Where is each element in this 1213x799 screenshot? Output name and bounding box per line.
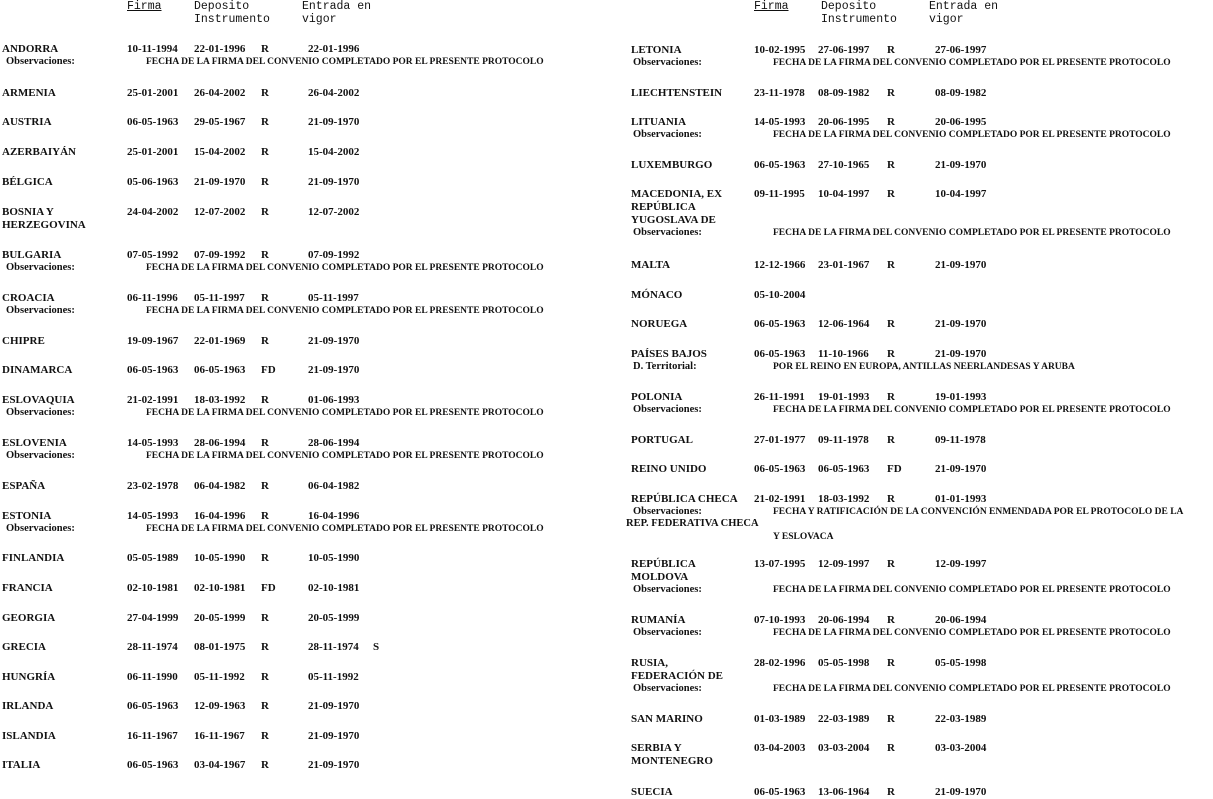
observaciones-note: FECHA DE LA FIRMA DEL CONVENIO COMPLETADO POR EL PRESENTE PROTOCOLO [773, 405, 1171, 415]
firma-date: 10-02-1995 [754, 44, 806, 56]
firma-date: 28-02-1996 [754, 657, 806, 669]
deposito-date: 18-03-1992 [818, 493, 870, 505]
header-deposito-right: Deposito Instrumento [821, 0, 897, 26]
firma-date: 21-02-1991 [754, 493, 806, 505]
observaciones-note: FECHA DE LA FIRMA DEL CONVENIO COMPLETADO POR EL PRESENTE PROTOCOLO [146, 451, 544, 461]
instrument-type: R [261, 335, 269, 347]
country-name: ESLOVENIA [2, 437, 67, 449]
deposito-date: 22-01-1996 [194, 43, 246, 55]
instrument-type: R [261, 730, 269, 742]
observaciones-label: Observaciones: [633, 57, 702, 68]
deposito-date: 16-11-1967 [194, 730, 245, 742]
country-name: RUMANÍA [631, 614, 686, 626]
observaciones-label: Observaciones: [6, 56, 75, 67]
firma-date: 23-11-1978 [754, 87, 805, 99]
firma-date: 21-02-1991 [127, 394, 179, 406]
deposito-date: 12-06-1964 [818, 318, 870, 330]
instrument-type: R [887, 786, 895, 798]
deposito-date: 03-03-2004 [818, 742, 870, 754]
observaciones-label: Observaciones: [633, 584, 702, 595]
firma-date: 06-05-1963 [754, 463, 806, 475]
deposito-date: 27-06-1997 [818, 44, 870, 56]
country-name-line2: MOLDOVA [631, 571, 689, 583]
country-name: SUECIA [631, 786, 673, 798]
instrument-type: R [261, 671, 269, 683]
deposito-date: 22-01-1969 [194, 335, 246, 347]
country-name: GRECIA [2, 641, 47, 653]
country-name-line3: YUGOSLAVA DE [631, 214, 716, 226]
instrument-type: R [261, 437, 269, 449]
country-name: ISLANDIA [2, 730, 56, 742]
observaciones-note: FECHA DE LA FIRMA DEL CONVENIO COMPLETADO POR EL PRESENTE PROTOCOLO [773, 130, 1171, 140]
firma-date: 03-04-2003 [754, 742, 806, 754]
firma-date: 13-07-1995 [754, 558, 806, 570]
observaciones-note: POR EL REINO EN EUROPA, ANTILLAS NEERLANDESAS Y ARUBA [773, 362, 1075, 372]
observaciones-note: FECHA DE LA FIRMA DEL CONVENIO COMPLETADO POR EL PRESENTE PROTOCOLO [146, 263, 544, 273]
deposito-date: 10-04-1997 [818, 188, 870, 200]
firma-date: 14-05-1993 [127, 510, 179, 522]
entrada-date: 03-03-2004 [935, 742, 987, 754]
instrument-type: R [261, 612, 269, 624]
firma-date: 06-11-1996 [127, 292, 178, 304]
observaciones-label: Observaciones: [6, 450, 75, 461]
firma-date: 06-05-1963 [127, 364, 179, 376]
country-name: HUNGRÍA [2, 671, 56, 683]
firma-date: 06-05-1963 [754, 348, 806, 360]
observaciones-note: FECHA DE LA FIRMA DEL CONVENIO COMPLETADO POR EL PRESENTE PROTOCOLO [773, 58, 1171, 68]
firma-date: 07-05-1992 [127, 249, 179, 261]
entrada-date: 21-09-1970 [935, 259, 987, 271]
observaciones-note: FECHA DE LA FIRMA DEL CONVENIO COMPLETADO POR EL PRESENTE PROTOCOLO [773, 585, 1171, 595]
country-name: GEORGIA [2, 612, 56, 624]
deposito-date: 18-03-1992 [194, 394, 246, 406]
observaciones-label: D. Territorial: [633, 361, 697, 372]
entrada-date: 21-09-1970 [935, 786, 987, 798]
deposito-date: 21-09-1970 [194, 176, 246, 188]
instrument-type: FD [887, 463, 902, 475]
firma-date: 28-11-1974 [127, 641, 178, 653]
instrument-type: R [887, 614, 895, 626]
firma-date: 27-04-1999 [127, 612, 179, 624]
observaciones-label: Observaciones: [6, 523, 75, 534]
observaciones-label: Observaciones: [633, 506, 702, 517]
country-name: MÓNACO [631, 289, 683, 301]
instrument-type: R [261, 206, 269, 218]
deposito-date: 09-11-1978 [818, 434, 869, 446]
header-deposito: Deposito Instrumento [194, 0, 270, 26]
entrada-date: 05-05-1998 [935, 657, 987, 669]
instrument-type: R [887, 116, 895, 128]
firma-date: 16-11-1967 [127, 730, 178, 742]
entrada-date: 21-09-1970 [935, 318, 987, 330]
instrument-type: R [887, 713, 895, 725]
country-name: AZERBAIYÁN [2, 146, 76, 158]
observaciones-label: Observaciones: [6, 407, 75, 418]
instrument-type: R [887, 493, 895, 505]
instrument-type: R [887, 391, 895, 403]
instrument-type: R [887, 159, 895, 171]
country-name: PORTUGAL [631, 434, 693, 446]
observaciones-note: FECHA DE LA FIRMA DEL CONVENIO COMPLETADO POR EL PRESENTE PROTOCOLO [146, 57, 544, 67]
entrada-date: 21-09-1970 [308, 116, 360, 128]
firma-date: 05-05-1989 [127, 552, 179, 564]
entrada-date: 05-11-1992 [308, 671, 359, 683]
deposito-date: 05-11-1997 [194, 292, 245, 304]
entrada-date: 07-09-1992 [308, 249, 360, 261]
deposito-date: 27-10-1965 [818, 159, 870, 171]
entrada-date: 12-09-1997 [935, 558, 987, 570]
entrada-date: 09-11-1978 [935, 434, 986, 446]
country-name: LUXEMBURGO [631, 159, 713, 171]
observaciones-note: FECHA DE LA FIRMA DEL CONVENIO COMPLETADO POR EL PRESENTE PROTOCOLO [146, 408, 544, 418]
firma-date: 19-09-1967 [127, 335, 179, 347]
country-name: CROACIA [2, 292, 55, 304]
country-name: DINAMARCA [2, 364, 73, 376]
firma-date: 06-05-1963 [754, 159, 806, 171]
country-name: NORUEGA [631, 318, 688, 330]
instrument-type: R [887, 434, 895, 446]
observaciones-label: Observaciones: [633, 627, 702, 638]
deposito-date: 05-05-1998 [818, 657, 870, 669]
instrument-type: R [887, 657, 895, 669]
country-name: BULGARIA [2, 249, 62, 261]
instrument-type: R [261, 641, 269, 653]
header-entrada: Entrada en vigor [302, 0, 372, 26]
country-name: CHIPRE [2, 335, 45, 347]
deposito-date: 19-01-1993 [818, 391, 870, 403]
entrada-date: 28-11-1974 [308, 641, 359, 653]
firma-date: 06-05-1963 [754, 318, 806, 330]
country-name: REPÚBLICA CHECA [631, 493, 738, 505]
deposito-date: 20-05-1999 [194, 612, 246, 624]
entrada-date: 05-11-1997 [308, 292, 359, 304]
instrument-type: R [261, 510, 269, 522]
entrada-date: 10-05-1990 [308, 552, 360, 564]
entrada-date: 08-09-1982 [935, 87, 987, 99]
firma-date: 06-05-1963 [127, 116, 179, 128]
firma-date: 06-05-1963 [754, 786, 806, 798]
deposito-date: 20-06-1994 [818, 614, 870, 626]
firma-date: 24-04-2002 [127, 206, 179, 218]
instrument-type: R [887, 87, 895, 99]
observaciones-note: FECHA DE LA FIRMA DEL CONVENIO COMPLETADO POR EL PRESENTE PROTOCOLO [773, 228, 1171, 238]
deposito-date: 02-10-1981 [194, 582, 246, 594]
firma-date: 14-05-1993 [754, 116, 806, 128]
entrada-date: 20-06-1995 [935, 116, 987, 128]
observaciones-note: FECHA DE LA FIRMA DEL CONVENIO COMPLETADO POR EL PRESENTE PROTOCOLO [773, 628, 1171, 638]
entrada-date: 21-09-1970 [935, 348, 987, 360]
entrada-date: 02-10-1981 [308, 582, 360, 594]
country-name: LIECHTENSTEIN [631, 87, 723, 99]
country-name: POLONIA [631, 391, 683, 403]
deposito-date: 16-04-1996 [194, 510, 246, 522]
instrument-type: R [261, 759, 269, 771]
firma-date: 26-11-1991 [754, 391, 805, 403]
instrument-type: R [887, 558, 895, 570]
firma-date: 12-12-1966 [754, 259, 806, 271]
deposito-date: 03-04-1967 [194, 759, 246, 771]
entrada-date: 06-04-1982 [308, 480, 360, 492]
entrada-date: 19-01-1993 [935, 391, 987, 403]
deposito-date: 06-04-1982 [194, 480, 246, 492]
observaciones-label: Observaciones: [633, 129, 702, 140]
instrument-type: R [261, 116, 269, 128]
country-name: ANDORRA [2, 43, 59, 55]
firma-date: 06-05-1963 [127, 700, 179, 712]
instrument-type: R [261, 480, 269, 492]
country-name: ARMENIA [2, 87, 56, 99]
observaciones-note: FECHA DE LA FIRMA DEL CONVENIO COMPLETADO POR EL PRESENTE PROTOCOLO [146, 306, 544, 316]
firma-date: 25-01-2001 [127, 146, 179, 158]
country-name: REINO UNIDO [631, 463, 707, 475]
observaciones-label-line2: REP. FEDERATIVA CHECA [626, 518, 759, 529]
firma-date: 10-11-1994 [127, 43, 178, 55]
country-name: MALTA [631, 259, 671, 271]
deposito-date: 06-05-1963 [818, 463, 870, 475]
instrument-type: R [261, 249, 269, 261]
instrument-type: R [261, 176, 269, 188]
country-name: AUSTRIA [2, 116, 52, 128]
deposito-date: 12-07-2002 [194, 206, 246, 218]
entrada-date: 12-07-2002 [308, 206, 360, 218]
country-name: BÉLGICA [2, 176, 53, 188]
observaciones-note: FECHA DE LA FIRMA DEL CONVENIO COMPLETADO POR EL PRESENTE PROTOCOLO [146, 524, 544, 534]
deposito-date: 12-09-1997 [818, 558, 870, 570]
country-name: IRLANDA [2, 700, 54, 712]
firma-date: 25-01-2001 [127, 87, 179, 99]
country-name: FINLANDIA [2, 552, 65, 564]
entrada-date: 21-09-1970 [935, 463, 987, 475]
country-name: RUSIA, [631, 657, 668, 669]
entrada-date: 21-09-1970 [935, 159, 987, 171]
header-entrada-right: Entrada en vigor [929, 0, 999, 26]
instrument-type: R [887, 318, 895, 330]
deposito-date: 12-09-1963 [194, 700, 246, 712]
observaciones-label: Observaciones: [6, 305, 75, 316]
country-name-line2: HERZEGOVINA [2, 219, 86, 231]
entrada-date: 26-04-2002 [308, 87, 360, 99]
instrument-type: R [261, 552, 269, 564]
deposito-date: 08-01-1975 [194, 641, 246, 653]
header-firma: Firma [127, 0, 162, 13]
deposito-date: 26-04-2002 [194, 87, 246, 99]
country-name: BOSNIA Y [2, 206, 54, 218]
entrada-date: 28-06-1994 [308, 437, 360, 449]
instrument-type: R [887, 44, 895, 56]
observaciones-label: Observaciones: [6, 262, 75, 273]
instrument-type: R [887, 259, 895, 271]
country-name: ESTONIA [2, 510, 52, 522]
firma-date: 01-03-1989 [754, 713, 806, 725]
deposito-date: 10-05-1990 [194, 552, 246, 564]
observaciones-note: FECHA DE LA FIRMA DEL CONVENIO COMPLETADO POR EL PRESENTE PROTOCOLO [773, 684, 1171, 694]
deposito-date: 20-06-1995 [818, 116, 870, 128]
country-name: SAN MARINO [631, 713, 703, 725]
entrada-date: 21-09-1970 [308, 176, 360, 188]
country-name: SERBIA Y [631, 742, 682, 754]
entrada-date: 21-09-1970 [308, 730, 360, 742]
instrument-type: FD [261, 364, 276, 376]
deposito-date: 06-05-1963 [194, 364, 246, 376]
observaciones-label: Observaciones: [633, 683, 702, 694]
country-name: FRANCIA [2, 582, 53, 594]
country-name: MACEDONIA, EX [631, 188, 723, 200]
entrada-date: 01-06-1993 [308, 394, 360, 406]
deposito-date: 13-06-1964 [818, 786, 870, 798]
firma-date: 06-05-1963 [127, 759, 179, 771]
entrada-date: 21-09-1970 [308, 700, 360, 712]
deposito-date: 28-06-1994 [194, 437, 246, 449]
entrada-date: 27-06-1997 [935, 44, 987, 56]
deposito-date: 15-04-2002 [194, 146, 246, 158]
deposito-date: 22-03-1989 [818, 713, 870, 725]
status-flag: S [373, 641, 380, 653]
firma-date: 05-10-2004 [754, 289, 806, 301]
country-name: PAÍSES BAJOS [631, 348, 707, 360]
entrada-date: 21-09-1970 [308, 364, 360, 376]
country-name: LETONIA [631, 44, 682, 56]
entrada-date: 22-03-1989 [935, 713, 987, 725]
instrument-type: R [261, 87, 269, 99]
entrada-date: 16-04-1996 [308, 510, 360, 522]
header-firma-right: Firma [754, 0, 789, 13]
country-name-line2: FEDERACIÓN DE [631, 670, 723, 682]
observaciones-note: FECHA Y RATIFICACIÓN DE LA CONVENCIÓN ENMENDADA POR EL PROTOCOLO DE LA [773, 507, 1184, 517]
entrada-date: 21-09-1970 [308, 335, 360, 347]
firma-date: 27-01-1977 [754, 434, 806, 446]
firma-date: 09-11-1995 [754, 188, 805, 200]
country-name: REPÚBLICA [631, 558, 696, 570]
instrument-type: R [261, 700, 269, 712]
observaciones-label: Observaciones: [633, 404, 702, 415]
deposito-date: 29-05-1967 [194, 116, 246, 128]
entrada-date: 01-01-1993 [935, 493, 987, 505]
instrument-type: R [261, 292, 269, 304]
entrada-date: 20-06-1994 [935, 614, 987, 626]
entrada-date: 10-04-1997 [935, 188, 987, 200]
entrada-date: 22-01-1996 [308, 43, 360, 55]
deposito-date: 11-10-1966 [818, 348, 869, 360]
deposito-date: 07-09-1992 [194, 249, 246, 261]
observaciones-note-line2: Y ESLOVACA [773, 532, 834, 542]
firma-date: 07-10-1993 [754, 614, 806, 626]
entrada-date: 21-09-1970 [308, 759, 360, 771]
country-name: ITALIA [2, 759, 41, 771]
instrument-type: R [261, 394, 269, 406]
deposito-date: 05-11-1992 [194, 671, 245, 683]
country-name: ESPAÑA [2, 480, 46, 492]
instrument-type: R [887, 188, 895, 200]
firma-date: 14-05-1993 [127, 437, 179, 449]
instrument-type: R [887, 348, 895, 360]
country-name: ESLOVAQUIA [2, 394, 75, 406]
observaciones-label: Observaciones: [633, 227, 702, 238]
entrada-date: 20-05-1999 [308, 612, 360, 624]
firma-date: 05-06-1963 [127, 176, 179, 188]
firma-date: 06-11-1990 [127, 671, 178, 683]
instrument-type: R [887, 742, 895, 754]
deposito-date: 23-01-1967 [818, 259, 870, 271]
instrument-type: FD [261, 582, 276, 594]
country-name-line2: MONTENEGRO [631, 755, 713, 767]
country-name: LITUANIA [631, 116, 687, 128]
entrada-date: 15-04-2002 [308, 146, 360, 158]
instrument-type: R [261, 43, 269, 55]
deposito-date: 08-09-1982 [818, 87, 870, 99]
instrument-type: R [261, 146, 269, 158]
firma-date: 23-02-1978 [127, 480, 179, 492]
firma-date: 02-10-1981 [127, 582, 179, 594]
country-name-line2: REPÚBLICA [631, 201, 696, 213]
